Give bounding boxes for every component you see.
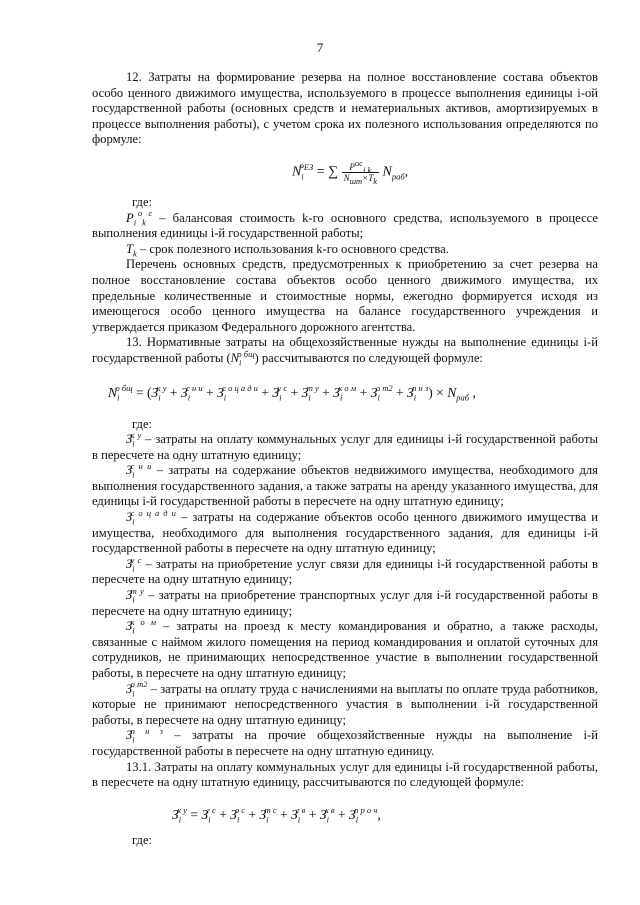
- formula-fraction: $\frac{P^{ос}_{i k}}{N_{шт}\times T_k}$: [343, 157, 378, 186]
- formula-general-terms: [151, 382, 429, 403]
- document-body: [92, 70, 598, 848]
- formula-term: + $З_i^{п р о ч}$: [334, 805, 378, 825]
- formula-term: + $З_i^{с о ц а д и}$: [202, 382, 258, 403]
- formula-term: $З_i^{к у}$: [151, 382, 167, 403]
- paragraph-list: Перечень основных средств, предусмотренных к приобретению за счет резерва на полное восстановление состава объектов особо ценного движимого имущества, их предельные количественные и стоимостные нормы, ежегодно формируется исходя из имеющегося особо ценного имущества на балансе государственного учреждения и утверждается приказом Федерального дорожного агентства.: [92, 257, 598, 334]
- formula-term: + $З_i^{п н з}$: [392, 382, 429, 403]
- paragraph-12: 12. Затраты на формирование резерва на полное восстановление состава объектов особо ценного движимого имущества, используемого в процессе выполнения единицы i-ой государственной работы (основных средств и нематериальных активов, амортизируемых в процессе выполнения работы), с учетом срока их полезного использования определяются по формуле:: [92, 70, 598, 147]
- formula-term: + $З_i^{о т2}$: [356, 382, 393, 403]
- definition-item: $З_i^{к у}$ – затраты на оплату коммунальных услуг для единицы i-й государственной работы в пересчете на одну штатную единицу;: [92, 429, 598, 462]
- definition-p: $P_{i k}^{о с}$ – балансовая стоимость k-го основного средства, используемого в процессе выполнения единицы i-й государственной работы;: [92, 208, 598, 241]
- formula-term: + $З_i^{г в}$: [276, 805, 306, 825]
- definition-item: $З_i^{у с}$ – затраты на приобретение услуг связи для единицы i-й государственной работы в пересчете на одну штатную единицу;: [92, 554, 598, 587]
- formula-term: + $З_i^{у с}$: [257, 382, 288, 403]
- formula-utilities-terms: [201, 805, 378, 825]
- formula-term: + $З_i^{к о м}$: [318, 382, 357, 403]
- definitions-list: [92, 429, 599, 759]
- where-label-3: где:: [132, 832, 153, 847]
- where-label-1: где:: [132, 194, 153, 209]
- paragraph-13: 13. Нормативные затраты на общехозяйственные нужды на выполнение единицы i-й государственной работы $(N_i^{о бщ})$ рассчитываются по следующей формуле:: [92, 335, 598, 368]
- where-label-2: где:: [132, 416, 153, 431]
- formula-term: + $З_i^{э с}$: [215, 805, 246, 825]
- definition-item: $З_i^{п н з}$ – затраты на прочие общехозяйственные нужды на выполнение i-й государственной работы в пересчете на одну штатную единицу.: [92, 726, 598, 758]
- paragraph-13-1: 13.1. Затраты на оплату коммунальных услуг для единицы i-й государственной работы, в пересчете на одну штатную единицу, рассчитываются по следующей формуле:: [92, 759, 598, 790]
- formula-general-needs: $N_i^{о бщ} = (З_i^{к у} + З_i^{с н и} + З_i^{с о ц а д и} + З_i^{у с} + З_i^{т у} + З_i^{к о м} + З_i^{о т2} + З_i^{п н з}) \times N_{раб}$ ,: [108, 382, 476, 403]
- definition-item: $З_i^{о т2}$ – затраты на оплату труда с начислениями на выплаты по оплате труда работников, которые не принимают непосредственного участия в выполнении i-й государственной работы, в пересчете на одну штатную единицу;: [92, 679, 598, 727]
- formula-reserve: $N_i^{РЕЗ}$ = ∑ $\frac{P^{ос}_{i k}}{N_{шт}\times T_k}$ $N_{раб}$,: [292, 157, 409, 186]
- definition-t: $T_k$ – срок полезного использования k-го основного средства.: [126, 241, 449, 259]
- formula-term: + $З_i^{с н и}$: [166, 382, 203, 403]
- page-number: 7: [316, 40, 324, 55]
- formula-term: + $З_i^{т с}$: [245, 805, 277, 825]
- definition-item: $З_i^{с н и}$ – затраты на содержание объектов недвижимого имущества, необходимого для выполнения государственного задания, а также затраты на аренду указанного имущества, для единицы i-й государственной работы в пересчете на одну штатную единицу;: [92, 461, 598, 509]
- definition-item: $З_i^{т у}$ – затраты на приобретение транспортных услуг для i-й государственной работы в пересчете на одну штатную единицу;: [92, 585, 598, 618]
- formula-term: + $З_i^{х в}$: [305, 805, 335, 825]
- formula-utilities: $З_i^{к у} = З_i^{г с} + З_i^{э с} + З_i^{т с} + З_i^{г в} + З_i^{х в} + З_i^{п р о ч}$,: [172, 805, 381, 825]
- formula-term: $З_i^{г с}$: [201, 805, 216, 825]
- definition-item: $З_i^{к о м}$ – затраты на проезд к месту командирования и обратно, а также расходы, связанные с наймом жилого помещения на период командирования и оплатой суточных для сотрудников, не принимающих непосредственное участие в выполнении государственной работы, в пересчете на одну штатную единицу;: [92, 617, 598, 680]
- formula-term: + $З_i^{т у}$: [287, 382, 319, 403]
- definition-item: $З_i^{с о ц а д и}$ – затраты на содержание объектов особо ценного движимого имущества и имущества, необходимого для выполнения государственного задания, для единицы i-й государственной работы в пересчете на одну штатную единицу;: [92, 507, 599, 556]
